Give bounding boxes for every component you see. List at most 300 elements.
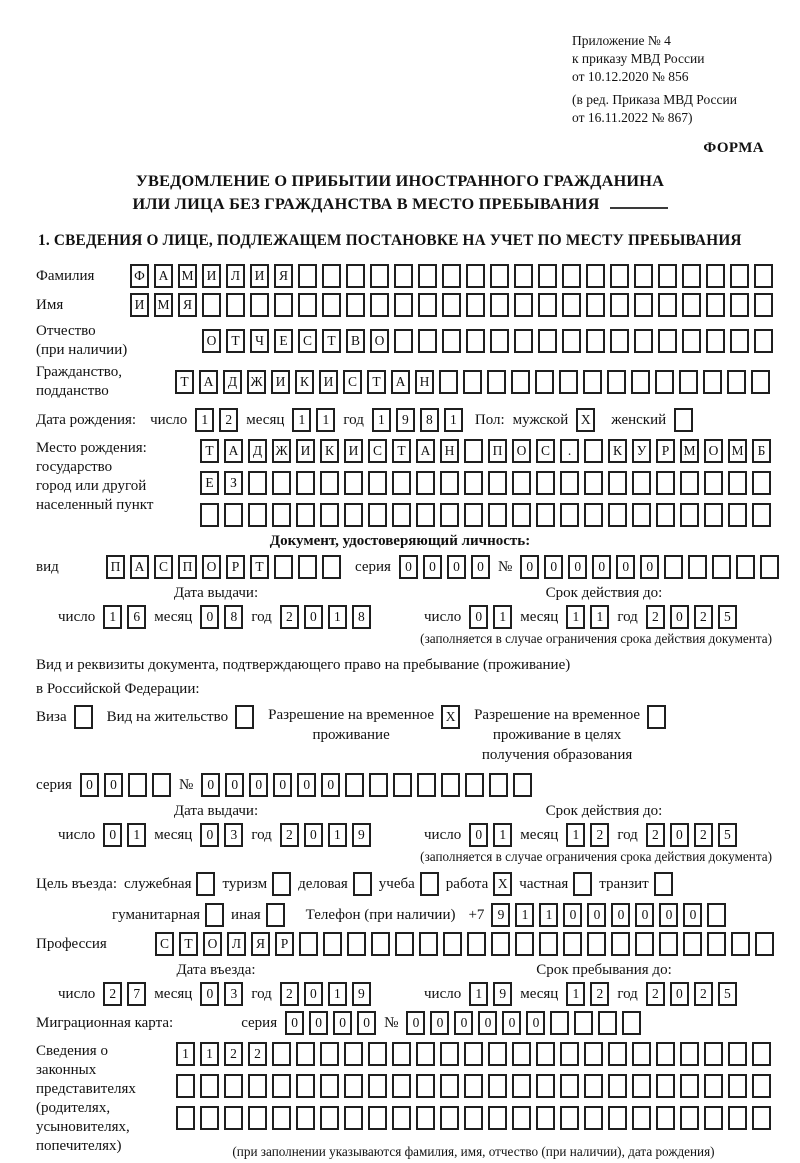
purpose-work-checkbox[interactable]: X (493, 872, 512, 896)
char-box[interactable] (728, 1106, 747, 1130)
char-box[interactable]: К (320, 439, 339, 463)
char-box[interactable]: И (130, 293, 149, 317)
char-box[interactable]: 1 (372, 408, 391, 432)
char-box[interactable] (463, 370, 482, 394)
char-box[interactable] (679, 370, 698, 394)
char-box[interactable] (538, 329, 557, 353)
char-box[interactable] (248, 503, 267, 527)
char-box[interactable]: 2 (590, 823, 609, 847)
char-box[interactable] (754, 264, 773, 288)
char-box[interactable] (512, 471, 531, 495)
char-box[interactable]: О (370, 329, 389, 353)
char-box[interactable] (296, 1042, 315, 1066)
char-box[interactable] (440, 503, 459, 527)
char-box[interactable] (562, 293, 581, 317)
char-box[interactable] (488, 471, 507, 495)
char-box[interactable]: 1 (444, 408, 463, 432)
char-box[interactable] (655, 370, 674, 394)
char-box[interactable] (346, 264, 365, 288)
char-box[interactable]: 0 (430, 1011, 449, 1035)
char-box[interactable]: Б (752, 439, 771, 463)
char-box[interactable]: 2 (224, 1042, 243, 1066)
char-box[interactable] (464, 471, 483, 495)
char-box[interactable] (320, 503, 339, 527)
char-box[interactable] (392, 1106, 411, 1130)
char-box[interactable] (536, 471, 555, 495)
char-box[interactable]: 0 (225, 773, 244, 797)
char-box[interactable]: А (130, 555, 149, 579)
char-box[interactable] (584, 1074, 603, 1098)
char-box[interactable] (680, 471, 699, 495)
char-box[interactable] (394, 293, 413, 317)
char-box[interactable] (368, 1074, 387, 1098)
char-box[interactable] (368, 1042, 387, 1066)
char-box[interactable]: 1 (328, 605, 347, 629)
char-box[interactable] (704, 471, 723, 495)
char-box[interactable]: 0 (587, 903, 606, 927)
char-box[interactable]: 0 (406, 1011, 425, 1035)
char-box[interactable] (607, 370, 626, 394)
char-box[interactable] (418, 264, 437, 288)
char-box[interactable] (274, 293, 293, 317)
char-box[interactable] (610, 329, 629, 353)
char-box[interactable] (536, 1042, 555, 1066)
char-box[interactable]: С (343, 370, 362, 394)
char-box[interactable]: 0 (200, 823, 219, 847)
char-box[interactable]: О (202, 555, 221, 579)
char-box[interactable]: 1 (292, 408, 311, 432)
char-box[interactable] (464, 1042, 483, 1066)
char-box[interactable]: 1 (515, 903, 534, 927)
residence-permit-checkbox[interactable] (235, 705, 254, 729)
char-box[interactable] (368, 503, 387, 527)
char-box[interactable] (731, 932, 750, 956)
char-box[interactable]: Т (175, 370, 194, 394)
char-box[interactable] (248, 1106, 267, 1130)
char-box[interactable]: 1 (539, 903, 558, 927)
char-box[interactable] (632, 1042, 651, 1066)
char-box[interactable]: Р (656, 439, 675, 463)
char-box[interactable]: 0 (200, 605, 219, 629)
char-box[interactable] (487, 370, 506, 394)
char-box[interactable] (418, 293, 437, 317)
char-box[interactable] (490, 264, 509, 288)
char-box[interactable] (608, 1074, 627, 1098)
char-box[interactable]: 6 (127, 605, 146, 629)
char-box[interactable] (712, 555, 731, 579)
char-box[interactable] (683, 932, 702, 956)
char-box[interactable]: 5 (718, 823, 737, 847)
char-box[interactable] (536, 1106, 555, 1130)
char-box[interactable] (441, 773, 460, 797)
char-box[interactable] (464, 503, 483, 527)
char-box[interactable]: Т (200, 439, 219, 463)
char-box[interactable]: 0 (526, 1011, 545, 1035)
char-box[interactable]: 1 (590, 605, 609, 629)
char-box[interactable]: 0 (80, 773, 99, 797)
char-box[interactable]: 1 (566, 605, 585, 629)
char-box[interactable]: 0 (297, 773, 316, 797)
char-box[interactable] (224, 1074, 243, 1098)
char-box[interactable] (416, 503, 435, 527)
char-box[interactable]: 0 (635, 903, 654, 927)
char-box[interactable] (706, 264, 725, 288)
char-box[interactable] (608, 1106, 627, 1130)
char-box[interactable]: 1 (176, 1042, 195, 1066)
char-box[interactable] (394, 264, 413, 288)
char-box[interactable]: 2 (646, 982, 665, 1006)
char-box[interactable]: 1 (493, 823, 512, 847)
char-box[interactable] (224, 503, 243, 527)
char-box[interactable] (467, 932, 486, 956)
char-box[interactable] (610, 293, 629, 317)
char-box[interactable]: Я (251, 932, 270, 956)
char-box[interactable] (560, 1106, 579, 1130)
char-box[interactable] (658, 264, 677, 288)
char-box[interactable] (656, 503, 675, 527)
char-box[interactable] (371, 932, 390, 956)
char-box[interactable]: 2 (103, 982, 122, 1006)
char-box[interactable] (703, 370, 722, 394)
char-box[interactable]: 0 (544, 555, 563, 579)
char-box[interactable] (574, 1011, 593, 1035)
char-box[interactable] (490, 329, 509, 353)
char-box[interactable]: Д (223, 370, 242, 394)
char-box[interactable] (513, 773, 532, 797)
char-box[interactable]: И (202, 264, 221, 288)
char-box[interactable]: А (416, 439, 435, 463)
char-box[interactable] (622, 1011, 641, 1035)
char-box[interactable] (631, 370, 650, 394)
char-box[interactable] (488, 1074, 507, 1098)
char-box[interactable]: 1 (200, 1042, 219, 1066)
char-box[interactable] (584, 503, 603, 527)
char-box[interactable]: А (224, 439, 243, 463)
char-box[interactable] (680, 1106, 699, 1130)
char-box[interactable]: 0 (333, 1011, 352, 1035)
char-box[interactable] (586, 329, 605, 353)
char-box[interactable] (296, 1106, 315, 1130)
char-box[interactable]: 1 (566, 982, 585, 1006)
char-box[interactable]: Я (178, 293, 197, 317)
char-box[interactable] (586, 264, 605, 288)
char-box[interactable] (200, 1106, 219, 1130)
char-box[interactable] (466, 264, 485, 288)
char-box[interactable] (488, 503, 507, 527)
char-box[interactable] (584, 1042, 603, 1066)
char-box[interactable] (562, 264, 581, 288)
char-box[interactable]: А (391, 370, 410, 394)
char-box[interactable]: М (154, 293, 173, 317)
char-box[interactable]: 9 (491, 903, 510, 927)
char-box[interactable]: Н (415, 370, 434, 394)
char-box[interactable] (416, 1074, 435, 1098)
char-box[interactable] (608, 503, 627, 527)
char-box[interactable]: 0 (104, 773, 123, 797)
char-box[interactable]: Л (227, 932, 246, 956)
char-box[interactable] (322, 264, 341, 288)
char-box[interactable]: 0 (304, 823, 323, 847)
char-box[interactable] (536, 503, 555, 527)
char-box[interactable] (488, 1042, 507, 1066)
char-box[interactable]: 0 (592, 555, 611, 579)
char-box[interactable] (514, 293, 533, 317)
char-box[interactable]: 1 (328, 823, 347, 847)
char-box[interactable] (562, 329, 581, 353)
char-box[interactable] (416, 1106, 435, 1130)
char-box[interactable] (560, 1042, 579, 1066)
char-box[interactable] (322, 555, 341, 579)
char-box[interactable]: 9 (352, 823, 371, 847)
char-box[interactable]: 1 (469, 982, 488, 1006)
char-box[interactable]: Ж (272, 439, 291, 463)
char-box[interactable] (598, 1011, 617, 1035)
char-box[interactable] (635, 932, 654, 956)
edu-residence-checkbox[interactable] (647, 705, 666, 729)
char-box[interactable] (368, 1106, 387, 1130)
char-box[interactable] (416, 1042, 435, 1066)
char-box[interactable] (393, 773, 412, 797)
char-box[interactable] (344, 471, 363, 495)
char-box[interactable]: 0 (249, 773, 268, 797)
char-box[interactable] (200, 1074, 219, 1098)
char-box[interactable] (584, 471, 603, 495)
char-box[interactable]: Е (200, 471, 219, 495)
char-box[interactable] (584, 1106, 603, 1130)
char-box[interactable] (320, 1074, 339, 1098)
char-box[interactable]: Р (275, 932, 294, 956)
char-box[interactable]: 0 (616, 555, 635, 579)
char-box[interactable]: 0 (399, 555, 418, 579)
char-box[interactable]: 0 (321, 773, 340, 797)
char-box[interactable] (298, 264, 317, 288)
char-box[interactable] (634, 293, 653, 317)
char-box[interactable]: 2 (248, 1042, 267, 1066)
char-box[interactable]: 0 (568, 555, 587, 579)
char-box[interactable] (248, 1074, 267, 1098)
char-box[interactable]: 0 (670, 823, 689, 847)
char-box[interactable] (440, 1074, 459, 1098)
char-box[interactable]: 0 (670, 982, 689, 1006)
char-box[interactable]: В (346, 329, 365, 353)
char-box[interactable]: 2 (646, 823, 665, 847)
char-box[interactable]: Е (274, 329, 293, 353)
char-box[interactable] (248, 471, 267, 495)
char-box[interactable]: Т (392, 439, 411, 463)
char-box[interactable]: 2 (694, 605, 713, 629)
char-box[interactable] (587, 932, 606, 956)
char-box[interactable] (272, 1042, 291, 1066)
char-box[interactable] (728, 1074, 747, 1098)
char-box[interactable]: Ф (130, 264, 149, 288)
char-box[interactable]: 0 (273, 773, 292, 797)
char-box[interactable] (658, 293, 677, 317)
char-box[interactable] (272, 471, 291, 495)
char-box[interactable] (416, 471, 435, 495)
char-box[interactable] (272, 503, 291, 527)
char-box[interactable] (344, 1106, 363, 1130)
char-box[interactable]: 0 (659, 903, 678, 927)
char-box[interactable]: М (178, 264, 197, 288)
char-box[interactable] (752, 471, 771, 495)
char-box[interactable] (538, 264, 557, 288)
char-box[interactable]: 1 (493, 605, 512, 629)
char-box[interactable] (680, 503, 699, 527)
char-box[interactable]: 2 (694, 823, 713, 847)
char-box[interactable] (730, 329, 749, 353)
char-box[interactable] (443, 932, 462, 956)
char-box[interactable] (706, 293, 725, 317)
char-box[interactable] (344, 1042, 363, 1066)
char-box[interactable] (392, 503, 411, 527)
char-box[interactable]: 9 (352, 982, 371, 1006)
char-box[interactable] (320, 1042, 339, 1066)
char-box[interactable]: М (680, 439, 699, 463)
char-box[interactable]: . (560, 439, 579, 463)
char-box[interactable]: 0 (200, 982, 219, 1006)
char-box[interactable] (296, 503, 315, 527)
char-box[interactable]: Д (248, 439, 267, 463)
char-box[interactable] (760, 555, 779, 579)
char-box[interactable] (535, 370, 554, 394)
temp-residence-checkbox[interactable]: X (441, 705, 460, 729)
char-box[interactable]: 0 (447, 555, 466, 579)
char-box[interactable] (320, 471, 339, 495)
char-box[interactable] (272, 1106, 291, 1130)
char-box[interactable]: О (203, 932, 222, 956)
char-box[interactable] (707, 903, 726, 927)
char-box[interactable]: 1 (103, 605, 122, 629)
char-box[interactable] (512, 503, 531, 527)
char-box[interactable]: Т (226, 329, 245, 353)
char-box[interactable] (392, 471, 411, 495)
char-box[interactable] (536, 1074, 555, 1098)
char-box[interactable]: С (368, 439, 387, 463)
visa-checkbox[interactable] (74, 705, 93, 729)
char-box[interactable] (176, 1074, 195, 1098)
char-box[interactable] (728, 503, 747, 527)
char-box[interactable] (298, 555, 317, 579)
char-box[interactable] (586, 293, 605, 317)
char-box[interactable] (563, 932, 582, 956)
char-box[interactable] (752, 1042, 771, 1066)
char-box[interactable]: 0 (520, 555, 539, 579)
char-box[interactable]: 0 (478, 1011, 497, 1035)
char-box[interactable]: З (224, 471, 243, 495)
char-box[interactable]: А (199, 370, 218, 394)
char-box[interactable]: 8 (420, 408, 439, 432)
char-box[interactable] (442, 329, 461, 353)
char-box[interactable] (323, 932, 342, 956)
char-box[interactable]: 2 (646, 605, 665, 629)
char-box[interactable]: 8 (352, 605, 371, 629)
char-box[interactable] (634, 264, 653, 288)
char-box[interactable]: С (154, 555, 173, 579)
char-box[interactable] (560, 503, 579, 527)
char-box[interactable]: 2 (219, 408, 238, 432)
char-box[interactable] (608, 1042, 627, 1066)
char-box[interactable]: А (154, 264, 173, 288)
char-box[interactable] (466, 329, 485, 353)
char-box[interactable] (688, 555, 707, 579)
char-box[interactable] (659, 932, 678, 956)
char-box[interactable]: 0 (357, 1011, 376, 1035)
char-box[interactable] (704, 1042, 723, 1066)
char-box[interactable] (682, 264, 701, 288)
char-box[interactable]: Т (250, 555, 269, 579)
char-box[interactable]: 0 (563, 903, 582, 927)
char-box[interactable]: Ч (250, 329, 269, 353)
char-box[interactable]: 0 (611, 903, 630, 927)
char-box[interactable]: 1 (195, 408, 214, 432)
char-box[interactable] (200, 503, 219, 527)
char-box[interactable]: 0 (304, 605, 323, 629)
purpose-study-checkbox[interactable] (420, 872, 439, 896)
char-box[interactable]: 5 (718, 982, 737, 1006)
char-box[interactable]: 5 (718, 605, 737, 629)
char-box[interactable] (706, 329, 725, 353)
char-box[interactable]: 0 (423, 555, 442, 579)
char-box[interactable] (440, 471, 459, 495)
char-box[interactable] (539, 932, 558, 956)
purpose-humanitarian-checkbox[interactable] (205, 903, 224, 927)
char-box[interactable] (128, 773, 147, 797)
char-box[interactable] (250, 293, 269, 317)
char-box[interactable] (754, 293, 773, 317)
char-box[interactable]: 0 (469, 823, 488, 847)
char-box[interactable] (514, 264, 533, 288)
char-box[interactable] (392, 1074, 411, 1098)
char-box[interactable] (550, 1011, 569, 1035)
char-box[interactable] (656, 1042, 675, 1066)
sex-female-checkbox[interactable] (674, 408, 693, 432)
char-box[interactable] (755, 932, 774, 956)
char-box[interactable] (634, 329, 653, 353)
char-box[interactable] (345, 773, 364, 797)
purpose-other-checkbox[interactable] (266, 903, 285, 927)
char-box[interactable] (202, 293, 221, 317)
char-box[interactable]: 0 (502, 1011, 521, 1035)
char-box[interactable] (611, 932, 630, 956)
char-box[interactable] (656, 1106, 675, 1130)
char-box[interactable] (299, 932, 318, 956)
char-box[interactable] (656, 1074, 675, 1098)
char-box[interactable]: М (728, 439, 747, 463)
char-box[interactable] (730, 264, 749, 288)
char-box[interactable] (632, 1106, 651, 1130)
char-box[interactable] (488, 1106, 507, 1130)
char-box[interactable]: Р (226, 555, 245, 579)
char-box[interactable] (440, 1106, 459, 1130)
char-box[interactable] (490, 293, 509, 317)
char-box[interactable] (728, 471, 747, 495)
char-box[interactable] (583, 370, 602, 394)
char-box[interactable] (511, 370, 530, 394)
char-box[interactable] (368, 471, 387, 495)
char-box[interactable] (727, 370, 746, 394)
char-box[interactable] (656, 471, 675, 495)
char-box[interactable] (272, 1074, 291, 1098)
char-box[interactable] (658, 329, 677, 353)
char-box[interactable]: О (202, 329, 221, 353)
char-box[interactable] (512, 1042, 531, 1066)
char-box[interactable]: Т (367, 370, 386, 394)
char-box[interactable]: 0 (683, 903, 702, 927)
char-box[interactable] (664, 555, 683, 579)
sex-male-checkbox[interactable]: X (576, 408, 595, 432)
char-box[interactable] (440, 1042, 459, 1066)
char-box[interactable] (515, 932, 534, 956)
